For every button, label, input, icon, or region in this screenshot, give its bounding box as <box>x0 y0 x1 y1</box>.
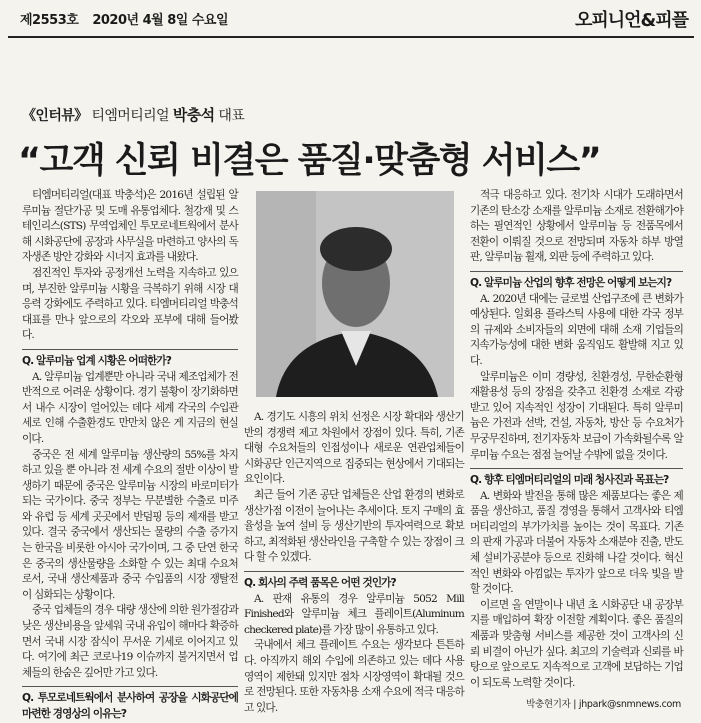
byline: 박충현기자 | jhpark@snmnews.com <box>526 699 681 710</box>
kicker <box>22 104 244 125</box>
top-rule <box>8 36 694 38</box>
article-paragraph: A. 2020년 대에는 글로벌 산업구조에 큰 변화가 예상된다. 일회용 플라스틱 사용에 대한 각국 정부의 규제와 소비자들의 외면에 대해 소재 기업들의 지속가능성에 대한 변화 움직임도 활발해 지고 있다. <box>470 292 683 367</box>
kicker-tag: 《인터뷰》 <box>22 108 88 124</box>
article-paragraph: 티엠머티리얼(대표 박충석)은 2016년 설립된 알루미늄 절단가공 및 도매 유통업체다. 철강재 및 스테인리스(STS) 무역업체인 투모로네트웍에서 분사해 시화공단에 공장과 사무실을 마련하고 양사의 독자생존 방안 강화와 시너지 효과를 내왔다. <box>22 189 238 264</box>
article-paragraph: 알루미늄은 이미 경량성, 친환경성, 무한순환형 재활용성 등의 장점을 갖추고 친환경 소재로 각광 받고 있어 지속적인 성장이 기대된다. 특히 알루미늄은 가전과 선박, 건설, 자동차, 방산 등 수요처가 무궁무진하며, 전기자동차 보급이 가속화될수록 알루미늄 수요는 점점 늘어날 수밖에 없을 것이다. <box>470 370 683 461</box>
kicker-name: 박충석 <box>172 106 215 124</box>
article-column-2 <box>244 410 464 714</box>
article-paragraph: A. 경기도 시흥의 위치 선정은 시장 확대와 생산기반의 경쟁력 제고 차원에서 장점이 있다. 특히, 기존 대형 수요처들의 인접성이나 새로운 연관업체들이 시화공단 인근지역으로 집중되는 현상에서 기대되는 요인이다. <box>244 411 464 486</box>
section-title: 오피니언&피플 <box>574 10 688 31</box>
article-column-3 <box>470 188 683 708</box>
masthead <box>8 0 694 36</box>
interviewee-photo <box>256 191 454 397</box>
question-heading: Q. 투모로네트웍에서 분사하여 공장을 시화공단에 마련한 경영상의 이유는? <box>22 686 238 722</box>
question-heading: Q. 알루미늄 업계 시황은 어떠한가? <box>22 349 238 370</box>
question-heading: Q. 알루미늄 산업의 향후 전망은 어떻게 보는지? <box>470 271 683 292</box>
article-paragraph: 최근 들어 기존 공단 업체들은 산업 환경의 변화로 생산가점 이전이 늘어나는 추세이다. 토지 구매의 효율성을 높여 설비 등 생산기반의 투자여력으로 확보하고, 최적화된 생산라인을 구축할 수 있는 장점이 크다 할 수 있겠다. <box>244 488 464 564</box>
question-heading: Q. 회사의 주력 품목은 어떤 것인가? <box>244 571 464 592</box>
article-paragraph: 적극 대응하고 있다. 전기차 시대가 도래하면서 기존의 탄소강 소재를 알루미늄 소재로 전환해가야 하는 필연적인 상황에서 알루미늄 등 전품목에서 전환이 이뤄질 것으로 전망되며 자동차 하부 방열판, 알루미늄 휠재, 외판 등에 주력하고 있다. <box>470 189 683 264</box>
issue-number: 제2553호 <box>20 13 79 28</box>
issue-info <box>20 9 238 28</box>
article-paragraph: A. 판재 유통의 경우 알루미늄 5052 Mill Finished와 알루미늄 체크 플레이트(Aluminum checkered plate)를 가장 많이 유통하고 있다. <box>244 592 464 636</box>
issue-date: 2020년 4월 8일 수요일 <box>92 13 229 28</box>
kicker-company: 티엠머티리얼 <box>91 108 169 124</box>
article-paragraph: 이르면 올 연말이나 내년 초 시화공단 내 공장부지를 매입하여 확장 이전할 계획이다. 좋은 품질의 제품과 맞춤형 서비스를 제공한 것이 고객사의 신뢰 비결이 아닌가 싶다. 최고의 기술력과 신뢰를 바탕으로 앞으로도 지속적으로 고객에 보답하는 기업이 되도록 노력할 것이다. <box>470 598 683 689</box>
kicker-title: 대표 <box>218 108 245 124</box>
article-paragraph: 중국 업체들의 경우 대량 생산에 의한 원가절감과 낮은 생산비용을 앞세워 국내 유입이 해마다 확증하면서 국내 시장 잠식이 무서운 기세로 이어지고 있다. 여기에 최근 코로나19 이슈까지 불거지면서 업체들의 한숨은 깊어만 가고 있다. <box>22 604 238 679</box>
article-paragraph: A. 알루미늄 업계뿐만 아니라 국내 제조업체가 전반적으로 어려운 상황이다. 경기 불황이 장기화하면서 내수 시장이 얼어있는 데다 세계 각국의 수입관세로 인해 수출환경도 만만치 않은 게 지금의 현실이다. <box>22 370 238 445</box>
headline: “고객 신뢰 비결은 품질·맞춤형 서비스” <box>18 141 601 181</box>
article-column-1 <box>22 188 238 720</box>
question-heading: Q. 향후 티엠머티리얼의 미래 청사진과 목표는? <box>470 468 683 489</box>
article-paragraph: 중국은 전 세계 알루미늄 생산량의 55%를 차지하고 있을 뿐 아니라 전 세계 수요의 절반 이상이 발생하기 때문에 중국은 알루미늄 시장의 바로미터가 되는 국가이다. 중국 정부는 무분별한 수출로 미주와 유럽 등 세계 곳곳에서 반덤핑 등의 제재를 받고 있다. 결국 중국에서 생산되는 물량의 수출 증가지는 한국을 비롯한 아시아 국가이며, 그 중 단연 한국은 중국의 생산물량을 소화할 수 있는 최대 수요처로서, 국내 생산제품과 중국 수입품의 시장 쟁탈전이 심화되는 상황이다. <box>22 448 238 601</box>
article-paragraph: 점진적인 투자와 공정개선 노력을 지속하고 있으며, 부진한 알루미늄 시황을 극복하기 위해 시장 대응력 강화에도 주력하고 있다. 티엠머티리얼 박충석 대표를 만나 앞으로의 각오와 포부에 대해 들어봤다. <box>22 266 238 342</box>
article-paragraph: 국내에서 체크 플레이트 수요는 생각보다 튼튼하다. 아직까지 해외 수입에 의존하고 있는 데다 사용 영역이 제한돼 있지만 점차 시장영역이 확대될 것으로 전망된다. 또한 자동차용 소재 수요에 적극 대응하고 있다. <box>244 639 464 714</box>
article-paragraph: A. 변화와 발전을 통해 많은 제품보다는 좋은 제품을 생산하고, 품질 경영을 통해서 고객사와 티엠머티리얼의 부가가치를 높이는 것이 목표다. 기존의 판재 가공과 더불어 자동차 소재분야 진출, 반도체 설비가공분야 등으로 진화해 나갈 것이다. 혁신적인 변화와 아낌없는 투자가 앞으로 더욱 빛을 발할 것이다. <box>470 489 683 596</box>
